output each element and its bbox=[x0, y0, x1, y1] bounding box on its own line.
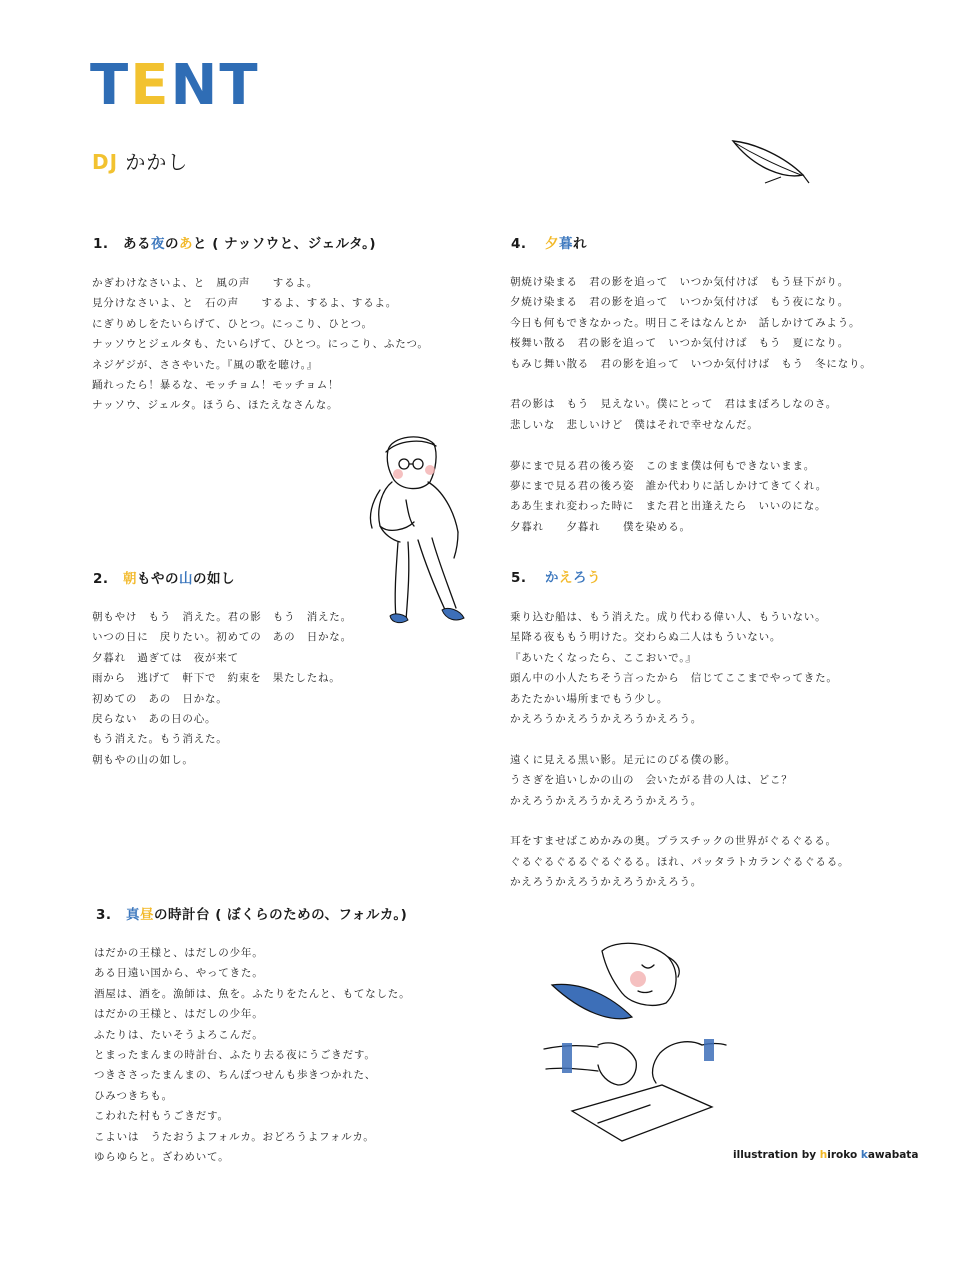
logo-letter: T bbox=[90, 53, 131, 118]
title-part: の如し bbox=[193, 571, 235, 587]
lyric-line: とまったまんまの時計台、ふたり去る夜にうごきだす。 bbox=[94, 1048, 376, 1061]
stanza-gap bbox=[510, 729, 849, 749]
lyric-line: もみじ舞い散る 君の影を追って いつか気付けば もう 冬になり。 bbox=[510, 357, 872, 370]
logo-letter: T bbox=[219, 53, 260, 118]
lyric-line: 『あいたくなったら、ここおいで。』 bbox=[510, 651, 697, 664]
lyric-line: 見分けなさいよ、と 石の声 するよ、するよ、するよ。 bbox=[92, 297, 398, 310]
credit-text: iroko bbox=[827, 1149, 861, 1161]
lyric-line: ナッソウとジェルタも、たいらげて、ひとつ。にっこり、ふたつ。 bbox=[92, 338, 429, 351]
logo-letter: E bbox=[130, 53, 171, 118]
song-title-1 bbox=[93, 232, 376, 252]
title-part: 夕 bbox=[545, 236, 559, 252]
dj-name bbox=[92, 146, 188, 175]
lyric-line: 桜舞い散る 君の影を追って いつか気付けば もう 夏になり。 bbox=[510, 337, 849, 350]
title-part: と ( ナッソウと、ジェルタ。) bbox=[193, 236, 377, 252]
lyric-line: にぎりめしをたいらげて、ひとつ。にっこり、ひとつ。 bbox=[92, 317, 373, 330]
credit-text: awabata bbox=[867, 1149, 919, 1161]
lyric-line: こよいは うたおうよフォルカ。おどろうよフォルカ。 bbox=[94, 1130, 375, 1143]
lyric-line: はだかの王様と、はだしの少年。 bbox=[94, 1008, 264, 1021]
lyrics-3 bbox=[94, 943, 410, 1167]
lyric-line: 頭ん中の小人たちそう言ったから 信じてここまでやってきた。 bbox=[510, 672, 838, 685]
lyric-line: 朝焼け染まる 君の影を追って いつか気付けば もう昼下がり。 bbox=[510, 276, 849, 288]
song-number: 3. bbox=[96, 907, 112, 923]
lyric-line: 酒屋は、酒を。漁師は、魚を。ふたりをたんと、もてなした。 bbox=[94, 987, 411, 1000]
title-part: 朝 bbox=[123, 571, 137, 587]
leaf-drawing bbox=[725, 135, 815, 190]
title-part: ある bbox=[123, 236, 151, 252]
lyric-line: 夢にまで見る君の後ろ姿 このまま僕は何もできないまま。 bbox=[510, 459, 816, 472]
lyric-line: 雨から 逃げて 軒下で 約束を 果たしたね。 bbox=[92, 672, 341, 685]
lyric-line: うさぎを追いしかの山の 会いたがる昔の人は、どこ？ bbox=[510, 774, 793, 787]
lyric-line: もう消えた。もう消えた。 bbox=[92, 733, 228, 746]
title-part: あ bbox=[179, 236, 193, 252]
title-part: の時計台 ( ぼくらのための、フォルカ。) bbox=[154, 907, 408, 923]
lyric-line: かえろうかえろうかえろうかえろう。 bbox=[510, 712, 703, 725]
folding-paper-hands-drawing bbox=[542, 935, 732, 1155]
lyric-line: 夕暮れ 夕暮れ 僕を染める。 bbox=[510, 520, 691, 533]
lyric-line: ひみつきちも。 bbox=[94, 1089, 173, 1102]
lyric-line: 耳をすませばこめかみの奥。プラスチックの世界がぐるぐるる。 bbox=[510, 835, 837, 848]
lyric-line: 初めての あの 日かな。 bbox=[92, 692, 228, 705]
credit-initial: k bbox=[860, 1149, 868, 1161]
song-title-3 bbox=[96, 903, 407, 923]
lyrics-2 bbox=[92, 607, 352, 770]
stanza-gap bbox=[510, 435, 872, 455]
lyric-line: ああ生まれ変わった時に また君と出逢えたら いいのにな。 bbox=[510, 500, 827, 513]
lyrics-5 bbox=[510, 607, 849, 892]
song-number: 5. bbox=[511, 570, 527, 586]
lyric-line: あたたかい場所までもう少し。 bbox=[510, 692, 669, 705]
lyric-line: 朝もやけ もう 消えた。君の影 もう 消えた。 bbox=[92, 611, 352, 623]
lyrics-1 bbox=[92, 273, 429, 416]
lyric-line: 遠くに見える黒い影。足元にのびる僕の影。 bbox=[510, 753, 736, 766]
lyric-line: ネジゲジが、ささやいた。『風の歌を聴け。』 bbox=[92, 358, 318, 371]
lyric-line: 星降る夜ももう明けた。交わらぬ二人はもういない。 bbox=[510, 631, 782, 644]
stanza-gap bbox=[510, 374, 872, 394]
lyric-line: はだかの王様と、はだしの少年。 bbox=[94, 947, 264, 959]
song-number: 4. bbox=[511, 236, 527, 252]
lyric-line: かえろうかえろうかえろうかえろう。 bbox=[510, 876, 703, 889]
lyric-line: 戻らない あの日の心。 bbox=[92, 712, 217, 725]
lyric-line: いつの日に 戻りたい。初めての あの 日かな。 bbox=[92, 631, 352, 644]
song-number: 1. bbox=[93, 236, 109, 252]
lyric-line: かぎわけなさいよ、と 風の声 するよ。 bbox=[92, 277, 318, 289]
song-title-4 bbox=[511, 232, 587, 252]
song-number: 2. bbox=[93, 571, 109, 587]
lyric-line: ふたりは、たいそうよろこんだ。 bbox=[94, 1028, 264, 1041]
title-part: れ bbox=[573, 236, 587, 252]
title-part: 山 bbox=[179, 571, 193, 587]
lyric-line: 朝もやの山の如し。 bbox=[92, 753, 194, 766]
lyric-line: 君の影は もう 見えない。僕にとって 君はまぼろしなのさ。 bbox=[510, 398, 838, 411]
lyric-line: 夢にまで見る君の後ろ姿 誰か代わりに話しかけてきてくれ。 bbox=[510, 479, 828, 492]
lyric-line: 夕焼け染まる 君の影を追って いつか気付けば もう夜になり。 bbox=[510, 296, 849, 309]
title-part: の bbox=[165, 236, 179, 252]
dj-prefix: DJ bbox=[92, 150, 119, 174]
lyric-line: ある日遠い国から、やってきた。 bbox=[94, 967, 264, 980]
lyric-line: 乗り込む船は、もう消えた。成り代わる偉い人、もういない。 bbox=[510, 611, 827, 623]
lyric-line: かえろうかえろうかえろうかえろう。 bbox=[510, 794, 703, 807]
lyric-line: 今日も何もできなかった。明日こそはなんとか 話しかけてみよう。 bbox=[510, 316, 861, 329]
title-part: かえろう bbox=[545, 570, 601, 586]
song-title-5 bbox=[511, 566, 601, 586]
lyric-line: 夕暮れ 過ぎては 夜が来て bbox=[92, 651, 239, 664]
title-part: 夜 bbox=[151, 236, 165, 252]
credit-prefix: illustration by bbox=[733, 1149, 820, 1161]
stanza-gap bbox=[510, 811, 849, 831]
lyric-line: ぐるぐるぐるるぐるぐるる。ほれ、パッタラトカランぐるぐるる。 bbox=[510, 855, 850, 868]
lyric-line: つきささったまんまの、ちんぽつせんも歩きつかれた、 bbox=[94, 1069, 377, 1082]
dj-name-text: かかし bbox=[125, 150, 189, 174]
song-title-2 bbox=[93, 567, 235, 587]
title-part: 暮 bbox=[559, 236, 573, 252]
lyric-line: こわれた村もうごきだす。 bbox=[94, 1110, 229, 1123]
title-part: 真 bbox=[126, 907, 140, 923]
illustration-credit bbox=[733, 1149, 918, 1161]
logo-letter: N bbox=[170, 53, 220, 118]
credit-initial: h bbox=[819, 1149, 828, 1161]
title-part: 昼 bbox=[140, 907, 154, 923]
lyric-line: ゆらゆらと。ざわめいて。 bbox=[94, 1150, 230, 1163]
lyrics-4 bbox=[510, 272, 872, 537]
tent-logo bbox=[90, 53, 260, 118]
title-part: もやの bbox=[137, 571, 179, 587]
bending-man-drawing bbox=[362, 430, 474, 632]
lyric-line: ナッソウ、ジェルタ。ほうら、ほたえなさんな。 bbox=[92, 399, 339, 412]
lyric-line: 踊れったら！暴るな、モッチョム！モッチョム！ bbox=[92, 378, 340, 391]
lyric-line: 悲しいな 悲しいけど 僕はそれで幸せなんだ。 bbox=[510, 418, 759, 431]
